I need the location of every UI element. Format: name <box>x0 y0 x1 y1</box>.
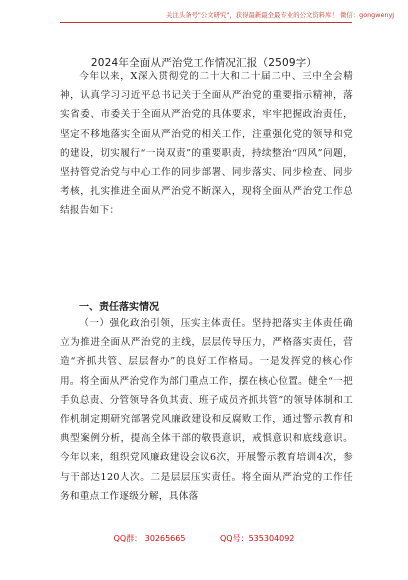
header-banner: 关注头条号"公文研究"，获得最新最全最专业的公文资料库！ 微信：gongwenyj <box>165 11 394 19</box>
section-heading: 一、责任落实情况 <box>79 302 159 313</box>
intro-paragraph: 今年以来，X深入贯彻党的二十大和二十届二中、三中全会精神，认真学习习近平总书记关于全面从严治党的重要指示精神，落实省委、市委关于全面从严治党的具体要求，牢牢把握政治责任，坚定不移地落实全面从严治党的相关工作，注重强化党的领导和党的建设，切实履行“一岗双责”的重要职责，持续整治“四风”问题，坚持管党治党与中心工作的同步部署、同步落实、同步检查、同步考核，扎实推进全面从严治党不断深入，现将全面从严治党工作总结报告如下： <box>60 71 353 217</box>
footer-qq-group: QQ群： 30265665 <box>113 534 186 543</box>
header-divider <box>60 22 352 23</box>
document-title: 2024年全面从严治党工作情况汇报（2509字） <box>90 57 318 69</box>
body-paragraph: （一）强化政治引领，压实主体责任。坚持把落实主体责任确立为推进全面从严治党的主线，层层传导压力，严格落实责任，营造“齐抓共管、层层督办”的良好工作格局。一是发挥党的核心作用。将全面从严治党作为部门重点工作，摆在核心位置。健全“一把手负总责、分管领导各负其责、班子成员齐抓共管”的领导体制和工作机制定期研究部署党风廉政建设和反腐败工作，通过警示教育和典型案例分析，提高全体干部的敬畏意识，戒惧意识和底线意识。今年以来，组织党风廉政建设会议6次，开展警示教育培训4次，参与干部达120人次。二是层层压实责任。将全面从严治党的工作任务和重点工作逐级分解，具体落 <box>60 318 353 502</box>
footer-contact <box>0 533 408 544</box>
footer-qq-number: QQ号：535304092 <box>220 534 295 543</box>
